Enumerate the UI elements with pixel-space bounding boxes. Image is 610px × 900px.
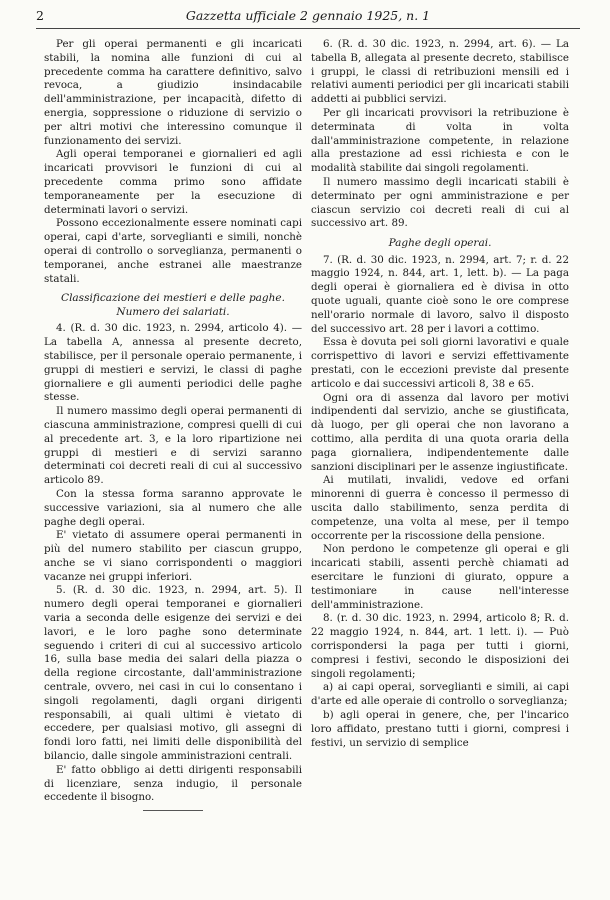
column-end-rule [143,810,203,811]
paragraph: Essa è dovuta pei soli giorni lavorativi e quale corrispettivo di lavori e servizi effettivamente prestati, con le eccezioni previste dal presente articolo e dai successivi articoli 8, 38 e 65. [311,336,569,390]
paragraph: Per gli operai permanenti e gli incaricati stabili, la nomina alle funzioni di cui al precedente comma ha carattere definitivo, salvo revoca, a giudizio insindacabile dell'amministrazione, per incapacità, difetto di energia, soppressione o riduzione di servizio o per altri motivi che interessino comunque il funzionamento dei servizi. [44,38,302,147]
section-heading: Classificazione dei mestieri e delle paghe. Numero dei salariati. [61,292,285,318]
paragraph: E' vietato di assumere operai permanenti in più del numero stabilito per ciascun gruppo, anche se vi siano corrispondenti o maggiori vacanze nei gruppi inferiori. [44,529,302,583]
paragraph: a) ai capi operai, sorveglianti e simili, ai capi d'arte ed alle operaie di controllo o sorveglianza; [311,681,569,708]
paragraph: b) agli operai in genere, che, per l'incarico loro affidato, prestano tutti i giorni, compresi i festivi, un servizio di semplice [311,708,569,749]
paragraph: 5. (R. d. 30 dic. 1923, n. 2994, art. 5). Il numero degli operai temporanei e giornalieri varia a seconda delle esigenze dei servizi e dei lavori, e le loro paghe sono determinate seguendo i criteri di cui al successivo articolo 16, sulla base media dei salari della piazza o della regione circostante, dall'amministrazione centrale, ovvero, nei casi in cui lo consentano i singoli regolamenti, dagli organi dirigenti responsabili, ai quali ultimi è vietato di eccedere, per qualsiasi motivo, gli assegni di fondi loro fatti, nei limiti delle disponibilità del bilancio, dalle singole amministrazioni centrali. [44,584,302,763]
paragraph: Ai mutilati, invalidi, vedove ed orfani minorenni di guerra è concesso il permesso di uscita dallo stabilimento, senza perdita di competenze, una volta al mese, per il tempo occorrente per la riscossione della pensione. [311,474,569,542]
page-header [36,6,580,26]
paragraph: Il numero massimo degli incaricati stabili è determinato per ogni amministrazione e per ciascun servizio coi decreti reali di cui al successivo art. 89. [311,175,569,230]
paragraph: 8. (r. d. 30 dic. 1923, n. 2994, articolo 8; R. d. 22 maggio 1924, n. 844, art. 1 lett. i). — Può corrispondersi la paga per tutti i giorni, compresi i festivi, secondo le disposizioni dei singoli regolamenti; [311,612,569,680]
paragraph: Possono eccezionalmente essere nominati capi operai, capi d'arte, sorveglianti e simili, nonchè operai di controllo o sorveglianza, permanenti o temporanei, anche estranei alle maestranze statali. [44,217,302,285]
paragraph: Ogni ora di assenza dal lavoro per motivi indipendenti dal servizio, anche se giustificata, dà luogo, per gli operai che non lavorano a cottimo, alla perdita di una quota oraria della paga giornaliera, indipendentemente dalle sanzioni disciplinari per le assenze ingiustificate. [311,391,569,473]
section-heading: Paghe degli operai. [388,237,492,250]
paragraph: Con la stessa forma saranno approvate le successive variazioni, sia al numero che alle paghe degli operai. [44,487,302,528]
paragraph: Agli operai temporanei e giornalieri ed agli incaricati provvisori le funzioni di cui al precedente comma primo sono affidate temporaneamente per la esecuzione di determinati lavori o servizi. [44,148,302,216]
right-column [311,38,569,750]
paragraph: Per gli incaricati provvisori la retribuzione è determinata di volta in volta dall'amministrazione competente, in relazione alla prestazione ad essi richiesta e con le modalità stabilite dai singoli regolamenti. [311,106,569,175]
paragraph: 4. (R. d. 30 dic. 1923, n. 2994, articolo 4). — La tabella A, annessa al presente decreto, stabilisce, per il personale operaio permanente, i gruppi di mestieri e servizi, le classi di paghe giornaliere e gli aumenti periodici delle paghe stesse. [44,322,302,404]
page-number: 2 [36,8,44,23]
paragraph: Non perdono le competenze gli operai e gli incaricati stabili, assenti perchè chiamati ad esercitare le funzioni di giurato, oppure a testimoniare in cause nell'interesse dell'amministrazione. [311,543,569,611]
paragraph: 7. (R. d. 30 dic. 1923, n. 2994, art. 7; r. d. 22 maggio 1924, n. 844, art. 1, lett. b). — La paga degli operai è giornaliera ed è divisa in otto quote uguali, quante cioè sono le ore comprese nell'orario normale di lavoro, salvo il disposto del successivo art. 28 per i lavori a cottimo. [311,253,569,335]
header-rule [36,28,580,29]
paragraph: E' fatto obbligo ai detti dirigenti responsabili di licenziare, senza indugio, il personale eccedente il bisogno. [44,763,302,804]
paragraph: 6. (R. d. 30 dic. 1923, n. 2994, art. 6). — La tabella B, allegata al presente decreto, stabilisce i gruppi, le classi di retribuzioni mensili ed i relativi aumenti periodici per gli incaricati stabili addetti ai pubblici servizi. [311,38,569,106]
paragraph: Il numero massimo degli operai permanenti di ciascuna amministrazione, compresi quelli di cui al precedente art. 3, e la loro ripartizione nei gruppi di mestieri e di servizi saranno determinati coi decreti reali di cui al successivo articolo 89. [44,405,302,487]
left-column [44,38,302,811]
running-title: Gazzetta ufficiale 2 gennaio 1925, n. 1 [185,8,431,23]
